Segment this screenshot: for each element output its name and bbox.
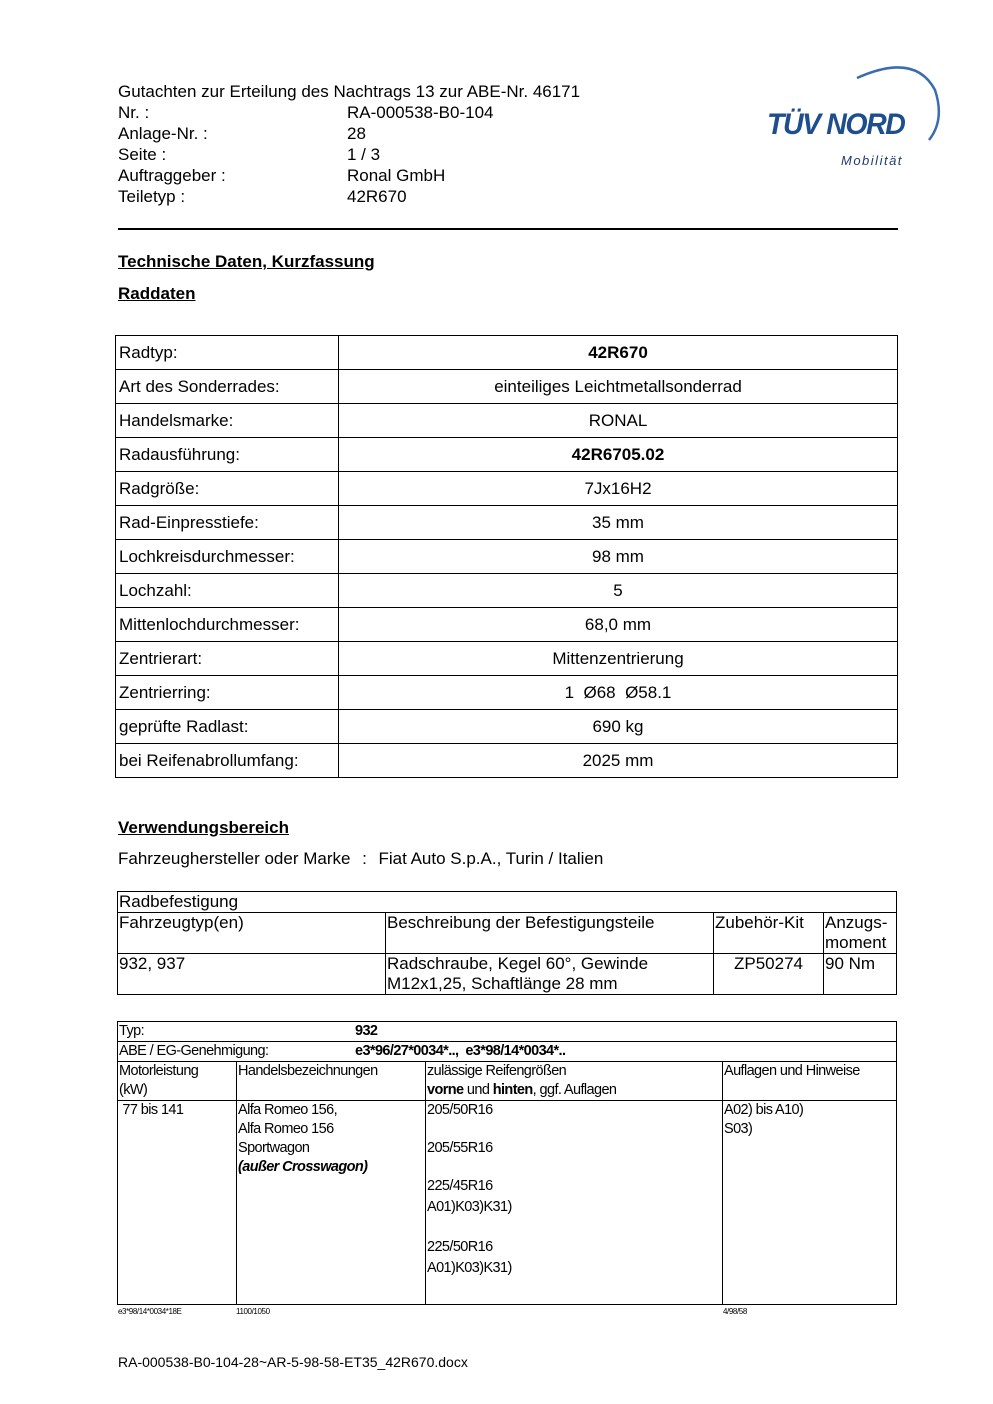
row-value: 98 mm bbox=[339, 540, 898, 574]
beschreibung-line2: M12x1,25, Schaftlänge 28 mm bbox=[387, 974, 618, 993]
table-header-row bbox=[118, 913, 897, 954]
fahrzeughersteller-line bbox=[118, 849, 603, 869]
header-anzugsmoment-line2: moment bbox=[825, 933, 887, 952]
header-beschreibung: Beschreibung der Befestigungsteile bbox=[386, 913, 714, 954]
handel-line1: Alfa Romeo 156, bbox=[238, 1102, 338, 1118]
row-label: bei Reifenabrollumfang: bbox=[116, 744, 339, 778]
document-header bbox=[118, 81, 638, 207]
row-label: Zentrierring: bbox=[116, 676, 339, 710]
table-row bbox=[116, 336, 898, 370]
cell-auflagen bbox=[723, 1101, 897, 1305]
header-row-nr bbox=[118, 102, 638, 123]
section-heading-verwendungsbereich: Verwendungsbereich bbox=[118, 818, 289, 837]
table-header-row bbox=[118, 1062, 897, 1101]
header-value: 42R670 bbox=[347, 187, 407, 206]
reifen-1: 205/50R16 bbox=[427, 1102, 493, 1118]
reifen-2: 205/55R16 bbox=[427, 1140, 493, 1156]
header-value: Ronal GmbH bbox=[347, 166, 446, 185]
header-row-anlage bbox=[118, 123, 638, 144]
header-motorleistung-line1: Motorleistung bbox=[119, 1063, 199, 1079]
raddaten-table bbox=[115, 335, 898, 778]
cell-handelsbezeichnungen bbox=[237, 1101, 426, 1305]
row-value: 2025 mm bbox=[339, 744, 898, 778]
header-row-teiletyp bbox=[118, 186, 638, 207]
table-row bbox=[116, 404, 898, 438]
reifen-vorne: vorne bbox=[427, 1082, 464, 1098]
header-fahrzeugtyp: Fahrzeugtyp(en) bbox=[118, 913, 386, 954]
typ-label: Typ: bbox=[119, 1023, 144, 1039]
table-row bbox=[116, 744, 898, 778]
header-row-auftraggeber bbox=[118, 165, 638, 186]
spacer bbox=[427, 1158, 721, 1177]
abe-row bbox=[118, 1042, 897, 1062]
row-label: Rad-Einpresstiefe: bbox=[116, 506, 339, 540]
header-handelsbezeichnungen: Handelsbezeichnungen bbox=[237, 1062, 426, 1101]
row-value: 35 mm bbox=[339, 506, 898, 540]
header-reifen-line2 bbox=[427, 1081, 721, 1100]
section-heading-raddaten: Raddaten bbox=[118, 284, 196, 303]
table-row bbox=[118, 892, 897, 913]
tiny-code-middle: 1100/1050 bbox=[236, 1307, 270, 1316]
reifen-4-auflagen: A01)K03)K31) bbox=[427, 1260, 512, 1276]
abe-label: ABE / EG-Genehmigung: bbox=[119, 1043, 269, 1059]
row-value: 690 kg bbox=[339, 710, 898, 744]
header-label: Auftraggeber : bbox=[118, 166, 226, 185]
header-anzugsmoment-line1: Anzugs- bbox=[825, 913, 888, 932]
reifen-und: und bbox=[463, 1082, 493, 1098]
cell-zubehoer-kit: ZP50274 bbox=[714, 954, 824, 995]
cell-beschreibung bbox=[386, 954, 714, 995]
header-auflagen: Auflagen und Hinweise bbox=[723, 1062, 897, 1101]
section-heading-technische-daten: Technische Daten, Kurzfassung bbox=[118, 252, 375, 271]
logo-wordmark: TÜV NORD bbox=[767, 108, 905, 141]
logo-subtitle: Mobilität bbox=[841, 153, 903, 168]
row-value: 1 Ø68 Ø58.1 bbox=[339, 676, 898, 710]
header-value: RA-000538-B0-104 bbox=[347, 103, 494, 122]
cell-anzugsmoment: 90 Nm bbox=[824, 954, 897, 995]
table-row bbox=[116, 472, 898, 506]
row-label: Lochzahl: bbox=[116, 574, 339, 608]
header-value: 28 bbox=[347, 124, 366, 143]
row-value: 68,0 mm bbox=[339, 608, 898, 642]
row-label: Radtyp: bbox=[116, 336, 339, 370]
typ-row bbox=[118, 1022, 897, 1042]
spacer bbox=[427, 1217, 721, 1236]
row-label: Lochkreisdurchmesser: bbox=[116, 540, 339, 574]
header-label: Nr. : bbox=[118, 103, 150, 122]
reifen-3-auflagen: A01)K03)K31) bbox=[427, 1199, 512, 1215]
header-motorleistung-line2: (kW) bbox=[119, 1082, 148, 1098]
cell-motorleistung: 77 bis 141 bbox=[118, 1101, 237, 1305]
row-value: einteiliges Leichtmetallsonderrad bbox=[339, 370, 898, 404]
abe-value: e3*96/27*0034*.., e3*98/14*0034*.. bbox=[355, 1043, 566, 1059]
header-label: Seite : bbox=[118, 145, 167, 164]
handel-line2: Alfa Romeo 156 bbox=[238, 1121, 334, 1137]
row-value: 7Jx16H2 bbox=[339, 472, 898, 506]
hersteller-value: Fiat Auto S.p.A., Turin / Italien bbox=[378, 849, 604, 868]
row-value: RONAL bbox=[339, 404, 898, 438]
row-value: 5 bbox=[339, 574, 898, 608]
header-value: 1 / 3 bbox=[347, 145, 381, 164]
tuv-nord-logo bbox=[765, 60, 945, 170]
typ-table bbox=[117, 1021, 897, 1305]
row-label: Art des Sonderrades: bbox=[116, 370, 339, 404]
header-anzugsmoment bbox=[824, 913, 897, 954]
table-row bbox=[116, 676, 898, 710]
table-row bbox=[116, 438, 898, 472]
auflagen-line2: S03) bbox=[724, 1121, 753, 1137]
cell-reifengroessen bbox=[426, 1101, 723, 1305]
befestigung-title: Radbefestigung bbox=[118, 892, 897, 913]
reifen-3: 225/45R16 bbox=[427, 1178, 493, 1194]
row-label: Radausführung: bbox=[116, 438, 339, 472]
header-label: Teiletyp : bbox=[118, 187, 186, 206]
beschreibung-line1: Radschraube, Kegel 60°, Gewinde bbox=[387, 954, 649, 973]
header-divider bbox=[118, 228, 898, 230]
table-row bbox=[116, 370, 898, 404]
table-row bbox=[116, 540, 898, 574]
row-value: 42R6705.02 bbox=[339, 438, 898, 472]
spacer bbox=[427, 1120, 721, 1139]
header-row-seite bbox=[118, 144, 638, 165]
row-label: Zentrierart: bbox=[116, 642, 339, 676]
footer-filename: RA-000538-B0-104-28~AR-5-98-58-ET35_42R670.docx bbox=[118, 1354, 468, 1370]
auflagen-line1: A02) bis A10) bbox=[724, 1102, 804, 1118]
table-row bbox=[116, 642, 898, 676]
tiny-code-right: 4/98/58 bbox=[723, 1307, 747, 1316]
handel-line4: (außer Crosswagon) bbox=[238, 1159, 368, 1175]
table-row bbox=[118, 954, 897, 995]
hersteller-separator: : bbox=[362, 849, 367, 868]
row-label: Radgröße: bbox=[116, 472, 339, 506]
table-row bbox=[116, 506, 898, 540]
report-title: Gutachten zur Erteilung des Nachtrags 13 zur ABE-Nr. 46171 bbox=[118, 82, 581, 101]
row-value: Mittenzentrierung bbox=[339, 642, 898, 676]
typ-value: 932 bbox=[355, 1023, 378, 1039]
row-label: geprüfte Radlast: bbox=[116, 710, 339, 744]
row-label: Handelsmarke: bbox=[116, 404, 339, 438]
header-label: Anlage-Nr. : bbox=[118, 124, 208, 143]
header-reifengroessen bbox=[426, 1062, 723, 1101]
handel-line3: Sportwagon bbox=[238, 1140, 310, 1156]
table-row bbox=[116, 608, 898, 642]
table-row bbox=[118, 1022, 897, 1042]
header-motorleistung bbox=[118, 1062, 237, 1101]
hersteller-label: Fahrzeughersteller oder Marke bbox=[118, 849, 351, 868]
cell-fahrzeugtyp: 932, 937 bbox=[118, 954, 386, 995]
header-zubehoer-kit: Zubehör-Kit bbox=[714, 913, 824, 954]
header-reifen-line1: zulässige Reifengrößen bbox=[427, 1063, 567, 1079]
table-row bbox=[116, 710, 898, 744]
table-row bbox=[116, 574, 898, 608]
reifen-4: 225/50R16 bbox=[427, 1239, 493, 1255]
row-value: 42R670 bbox=[339, 336, 898, 370]
table-row bbox=[118, 1101, 897, 1305]
table-row bbox=[118, 1042, 897, 1062]
reifen-rest: , ggf. Auflagen bbox=[532, 1082, 617, 1098]
radbefestigung-table bbox=[117, 891, 897, 995]
row-label: Mittenlochdurchmesser: bbox=[116, 608, 339, 642]
reifen-hinten: hinten bbox=[492, 1082, 533, 1098]
tiny-code-left: e3*98/14*0034*18E bbox=[118, 1307, 182, 1316]
